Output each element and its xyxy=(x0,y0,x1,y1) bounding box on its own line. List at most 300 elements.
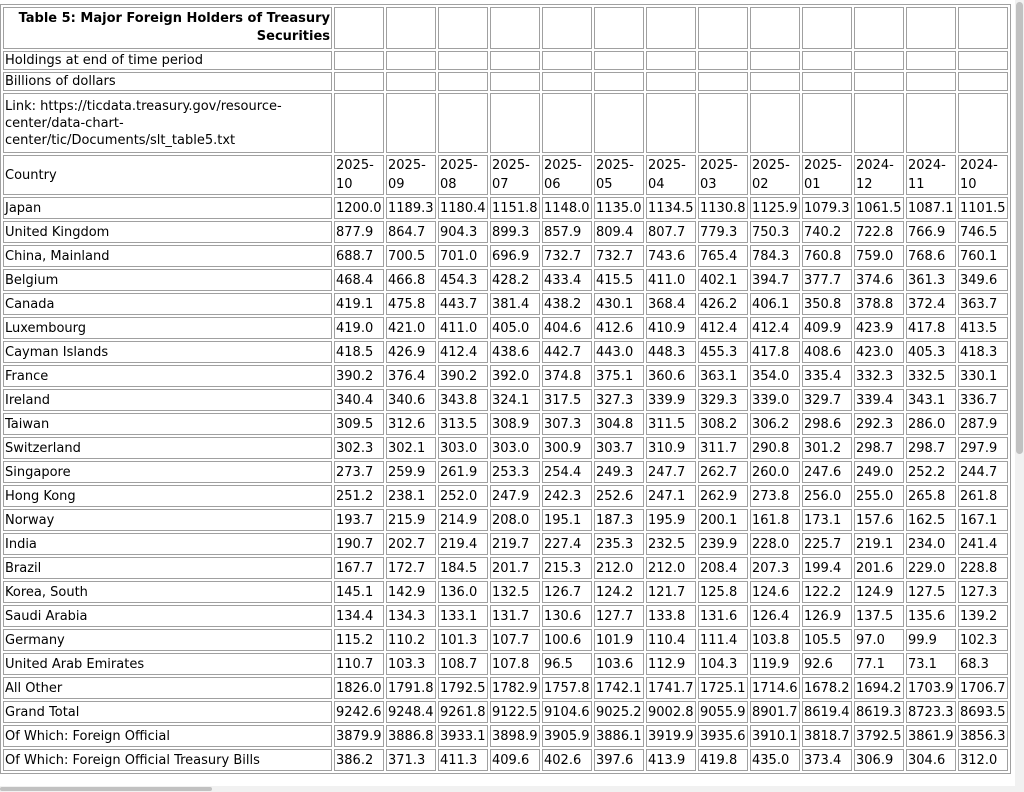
table-row xyxy=(3,317,1008,339)
value-cell: 124.2 xyxy=(594,581,644,603)
value-cell: 297.9 xyxy=(958,437,1008,459)
value-cell: 417.8 xyxy=(906,317,956,339)
value-cell: 428.2 xyxy=(490,269,540,291)
value-cell: 135.6 xyxy=(906,605,956,627)
country-cell: Norway xyxy=(3,509,332,531)
country-cell: France xyxy=(3,365,332,387)
horizontal-scrollbar[interactable] xyxy=(0,786,1015,792)
value-cell: 133.8 xyxy=(646,605,696,627)
country-cell: Saudi Arabia xyxy=(3,605,332,627)
country-cell: China, Mainland xyxy=(3,245,332,267)
empty-cell xyxy=(542,72,592,91)
value-cell: 232.5 xyxy=(646,533,696,555)
empty-cell xyxy=(594,7,644,49)
value-cell: 104.3 xyxy=(698,653,748,675)
table-row xyxy=(3,509,1008,531)
value-cell: 426.9 xyxy=(386,341,436,363)
value-cell: 142.9 xyxy=(386,581,436,603)
value-cell: 228.8 xyxy=(958,557,1008,579)
value-cell: 766.9 xyxy=(906,221,956,243)
table-container xyxy=(0,4,1011,774)
empty-cell xyxy=(386,72,436,91)
table-row xyxy=(3,413,1008,435)
value-cell: 249.3 xyxy=(594,461,644,483)
value-cell: 372.4 xyxy=(906,293,956,315)
value-cell: 134.4 xyxy=(334,605,384,627)
value-cell: 96.5 xyxy=(542,653,592,675)
value-cell: 419.0 xyxy=(334,317,384,339)
value-cell: 411.0 xyxy=(646,269,696,291)
value-cell: 750.3 xyxy=(750,221,800,243)
value-cell: 343.8 xyxy=(438,389,488,411)
value-cell: 244.7 xyxy=(958,461,1008,483)
value-cell: 121.7 xyxy=(646,581,696,603)
holders-table xyxy=(0,4,1011,774)
value-cell: 262.7 xyxy=(698,461,748,483)
value-cell: 409.9 xyxy=(802,317,852,339)
value-cell: 1706.7 xyxy=(958,677,1008,699)
value-cell: 9122.5 xyxy=(490,701,540,723)
country-cell: Taiwan xyxy=(3,413,332,435)
value-cell: 402.6 xyxy=(542,749,592,771)
value-cell: 195.9 xyxy=(646,509,696,531)
value-cell: 8901.7 xyxy=(750,701,800,723)
value-cell: 442.7 xyxy=(542,341,592,363)
table-row xyxy=(3,461,1008,483)
value-cell: 312.6 xyxy=(386,413,436,435)
period-header: 2025- 09 xyxy=(386,155,436,195)
value-cell: 3935.6 xyxy=(698,725,748,747)
empty-cell xyxy=(750,51,800,70)
empty-cell xyxy=(802,93,852,153)
empty-cell xyxy=(594,51,644,70)
value-cell: 131.7 xyxy=(490,605,540,627)
value-cell: 214.9 xyxy=(438,509,488,531)
country-cell: Switzerland xyxy=(3,437,332,459)
table-row xyxy=(3,365,1008,387)
empty-cell xyxy=(906,93,956,153)
meta-link[interactable]: Link: https://ticdata.treasury.gov/resource-center/data-chart-center/tic/Documents/slt_table5.txt xyxy=(3,93,332,153)
value-cell: 247.9 xyxy=(490,485,540,507)
empty-cell xyxy=(438,51,488,70)
empty-cell xyxy=(958,7,1008,49)
value-cell: 126.9 xyxy=(802,605,852,627)
value-cell: 404.6 xyxy=(542,317,592,339)
value-cell: 286.0 xyxy=(906,413,956,435)
value-cell: 1061.5 xyxy=(854,197,904,219)
meta-row xyxy=(3,51,1008,70)
empty-cell xyxy=(386,7,436,49)
value-cell: 208.0 xyxy=(490,509,540,531)
value-cell: 201.7 xyxy=(490,557,540,579)
value-cell: 864.7 xyxy=(386,221,436,243)
value-cell: 103.3 xyxy=(386,653,436,675)
value-cell: 435.0 xyxy=(750,749,800,771)
table-row xyxy=(3,557,1008,579)
table-row xyxy=(3,293,1008,315)
value-cell: 199.4 xyxy=(802,557,852,579)
table-row xyxy=(3,269,1008,291)
value-cell: 3879.9 xyxy=(334,725,384,747)
value-cell: 9261.8 xyxy=(438,701,488,723)
value-cell: 200.1 xyxy=(698,509,748,531)
value-cell: 162.5 xyxy=(906,509,956,531)
empty-cell xyxy=(438,7,488,49)
value-cell: 110.4 xyxy=(646,629,696,651)
value-cell: 3905.9 xyxy=(542,725,592,747)
value-cell: 732.7 xyxy=(542,245,592,267)
table-row xyxy=(3,221,1008,243)
value-cell: 411.0 xyxy=(438,317,488,339)
value-cell: 133.1 xyxy=(438,605,488,627)
empty-cell xyxy=(386,93,436,153)
value-cell: 265.8 xyxy=(906,485,956,507)
empty-cell xyxy=(854,51,904,70)
empty-cell xyxy=(802,51,852,70)
value-cell: 241.4 xyxy=(958,533,1008,555)
value-cell: 1125.9 xyxy=(750,197,800,219)
value-cell: 339.4 xyxy=(854,389,904,411)
table-row xyxy=(3,533,1008,555)
value-cell: 3856.3 xyxy=(958,725,1008,747)
value-cell: 360.6 xyxy=(646,365,696,387)
value-cell: 317.5 xyxy=(542,389,592,411)
value-cell: 8619.4 xyxy=(802,701,852,723)
empty-cell xyxy=(750,93,800,153)
value-cell: 743.6 xyxy=(646,245,696,267)
value-cell: 184.5 xyxy=(438,557,488,579)
table-row xyxy=(3,605,1008,627)
value-cell: 308.9 xyxy=(490,413,540,435)
value-cell: 127.5 xyxy=(906,581,956,603)
value-cell: 784.3 xyxy=(750,245,800,267)
value-cell: 107.8 xyxy=(490,653,540,675)
value-cell: 329.7 xyxy=(802,389,852,411)
empty-cell xyxy=(802,72,852,91)
value-cell: 201.6 xyxy=(854,557,904,579)
value-cell: 1792.5 xyxy=(438,677,488,699)
empty-cell xyxy=(438,93,488,153)
value-cell: 397.6 xyxy=(594,749,644,771)
value-cell: 373.4 xyxy=(802,749,852,771)
value-cell: 332.5 xyxy=(906,365,956,387)
value-cell: 136.0 xyxy=(438,581,488,603)
value-cell: 412.6 xyxy=(594,317,644,339)
value-cell: 408.6 xyxy=(802,341,852,363)
value-cell: 235.3 xyxy=(594,533,644,555)
value-cell: 249.0 xyxy=(854,461,904,483)
value-cell: 722.8 xyxy=(854,221,904,243)
table-row xyxy=(3,341,1008,363)
empty-cell xyxy=(750,7,800,49)
value-cell: 438.6 xyxy=(490,341,540,363)
value-cell: 412.4 xyxy=(438,341,488,363)
table-row xyxy=(3,485,1008,507)
value-cell: 3792.5 xyxy=(854,725,904,747)
value-cell: 92.6 xyxy=(802,653,852,675)
empty-cell xyxy=(698,7,748,49)
country-cell: Singapore xyxy=(3,461,332,483)
table-body xyxy=(3,7,1008,771)
empty-cell xyxy=(802,7,852,49)
value-cell: 9002.8 xyxy=(646,701,696,723)
value-cell: 746.5 xyxy=(958,221,1008,243)
value-cell: 302.1 xyxy=(386,437,436,459)
value-cell: 857.9 xyxy=(542,221,592,243)
value-cell: 9242.6 xyxy=(334,701,384,723)
value-cell: 423.9 xyxy=(854,317,904,339)
empty-cell xyxy=(438,72,488,91)
value-cell: 417.8 xyxy=(750,341,800,363)
value-cell: 99.9 xyxy=(906,629,956,651)
value-cell: 9025.2 xyxy=(594,701,644,723)
value-cell: 111.4 xyxy=(698,629,748,651)
value-cell: 234.0 xyxy=(906,533,956,555)
value-cell: 1130.8 xyxy=(698,197,748,219)
value-cell: 139.2 xyxy=(958,605,1008,627)
country-cell: Luxembourg xyxy=(3,317,332,339)
value-cell: 68.3 xyxy=(958,653,1008,675)
value-cell: 350.8 xyxy=(802,293,852,315)
value-cell: 3886.8 xyxy=(386,725,436,747)
period-header: 2025- 05 xyxy=(594,155,644,195)
empty-cell xyxy=(646,51,696,70)
value-cell: 247.7 xyxy=(646,461,696,483)
value-cell: 103.6 xyxy=(594,653,644,675)
country-cell: Hong Kong xyxy=(3,485,332,507)
value-cell: 336.7 xyxy=(958,389,1008,411)
value-cell: 208.4 xyxy=(698,557,748,579)
value-cell: 253.3 xyxy=(490,461,540,483)
value-cell: 413.5 xyxy=(958,317,1008,339)
value-cell: 419.1 xyxy=(334,293,384,315)
value-cell: 759.0 xyxy=(854,245,904,267)
value-cell: 110.2 xyxy=(386,629,436,651)
vertical-scrollbar[interactable] xyxy=(1015,0,1024,792)
value-cell: 256.0 xyxy=(802,485,852,507)
value-cell: 377.7 xyxy=(802,269,852,291)
value-cell: 3861.9 xyxy=(906,725,956,747)
value-cell: 212.0 xyxy=(646,557,696,579)
value-cell: 173.1 xyxy=(802,509,852,531)
value-cell: 126.4 xyxy=(750,605,800,627)
value-cell: 215.9 xyxy=(386,509,436,531)
value-cell: 413.9 xyxy=(646,749,696,771)
empty-cell xyxy=(698,72,748,91)
value-cell: 466.8 xyxy=(386,269,436,291)
empty-cell xyxy=(490,51,540,70)
value-cell: 332.3 xyxy=(854,365,904,387)
table-row xyxy=(3,653,1008,675)
value-cell: 386.2 xyxy=(334,749,384,771)
value-cell: 167.1 xyxy=(958,509,1008,531)
meta-units: Billions of dollars xyxy=(3,72,332,91)
value-cell: 3919.9 xyxy=(646,725,696,747)
value-cell: 101.3 xyxy=(438,629,488,651)
value-cell: 127.7 xyxy=(594,605,644,627)
value-cell: 1703.9 xyxy=(906,677,956,699)
value-cell: 412.4 xyxy=(698,317,748,339)
value-cell: 415.5 xyxy=(594,269,644,291)
country-cell: Cayman Islands xyxy=(3,341,332,363)
empty-cell xyxy=(906,51,956,70)
value-cell: 212.0 xyxy=(594,557,644,579)
value-cell: 219.1 xyxy=(854,533,904,555)
value-cell: 343.1 xyxy=(906,389,956,411)
value-cell: 1826.0 xyxy=(334,677,384,699)
value-cell: 406.1 xyxy=(750,293,800,315)
value-cell: 418.3 xyxy=(958,341,1008,363)
value-cell: 77.1 xyxy=(854,653,904,675)
value-cell: 779.3 xyxy=(698,221,748,243)
country-cell: United Kingdom xyxy=(3,221,332,243)
value-cell: 126.7 xyxy=(542,581,592,603)
value-cell: 292.3 xyxy=(854,413,904,435)
value-cell: 145.1 xyxy=(334,581,384,603)
value-cell: 215.3 xyxy=(542,557,592,579)
horizontal-scroll-thumb[interactable] xyxy=(0,787,212,791)
value-cell: 119.9 xyxy=(750,653,800,675)
empty-cell xyxy=(906,7,956,49)
country-cell: Germany xyxy=(3,629,332,651)
value-cell: 371.3 xyxy=(386,749,436,771)
value-cell: 363.7 xyxy=(958,293,1008,315)
period-header: 2025- 02 xyxy=(750,155,800,195)
value-cell: 339.0 xyxy=(750,389,800,411)
table-row xyxy=(3,725,1008,747)
vertical-scroll-thumb[interactable] xyxy=(1016,2,1023,454)
value-cell: 97.0 xyxy=(854,629,904,651)
empty-cell xyxy=(490,72,540,91)
table-row xyxy=(3,389,1008,411)
empty-cell xyxy=(646,7,696,49)
value-cell: 1782.9 xyxy=(490,677,540,699)
country-cell: Of Which: Foreign Official Treasury Bills xyxy=(3,749,332,771)
value-cell: 1694.2 xyxy=(854,677,904,699)
value-cell: 239.9 xyxy=(698,533,748,555)
table-row xyxy=(3,749,1008,771)
empty-cell xyxy=(334,7,384,49)
value-cell: 443.0 xyxy=(594,341,644,363)
value-cell: 252.2 xyxy=(906,461,956,483)
empty-cell xyxy=(958,72,1008,91)
value-cell: 219.7 xyxy=(490,533,540,555)
value-cell: 105.5 xyxy=(802,629,852,651)
value-cell: 394.7 xyxy=(750,269,800,291)
value-cell: 433.4 xyxy=(542,269,592,291)
value-cell: 390.2 xyxy=(334,365,384,387)
value-cell: 303.7 xyxy=(594,437,644,459)
value-cell: 3886.1 xyxy=(594,725,644,747)
value-cell: 390.2 xyxy=(438,365,488,387)
empty-cell xyxy=(542,51,592,70)
value-cell: 312.0 xyxy=(958,749,1008,771)
value-cell: 207.3 xyxy=(750,557,800,579)
value-cell: 374.8 xyxy=(542,365,592,387)
value-cell: 311.5 xyxy=(646,413,696,435)
country-cell: Brazil xyxy=(3,557,332,579)
value-cell: 361.3 xyxy=(906,269,956,291)
country-cell: All Other xyxy=(3,677,332,699)
value-cell: 1151.8 xyxy=(490,197,540,219)
value-cell: 3933.1 xyxy=(438,725,488,747)
value-cell: 1725.1 xyxy=(698,677,748,699)
value-cell: 1791.8 xyxy=(386,677,436,699)
table-row xyxy=(3,437,1008,459)
empty-cell xyxy=(646,72,696,91)
country-cell: Korea, South xyxy=(3,581,332,603)
value-cell: 375.1 xyxy=(594,365,644,387)
value-cell: 430.1 xyxy=(594,293,644,315)
value-cell: 1079.3 xyxy=(802,197,852,219)
meta-holdings: Holdings at end of time period xyxy=(3,51,332,70)
value-cell: 412.4 xyxy=(750,317,800,339)
value-cell: 102.3 xyxy=(958,629,1008,651)
value-cell: 130.6 xyxy=(542,605,592,627)
value-cell: 363.1 xyxy=(698,365,748,387)
period-header: 2024- 12 xyxy=(854,155,904,195)
empty-cell xyxy=(958,51,1008,70)
empty-cell xyxy=(750,72,800,91)
value-cell: 262.9 xyxy=(698,485,748,507)
value-cell: 1742.1 xyxy=(594,677,644,699)
value-cell: 405.3 xyxy=(906,341,956,363)
value-cell: 904.3 xyxy=(438,221,488,243)
value-cell: 349.6 xyxy=(958,269,1008,291)
value-cell: 3910.1 xyxy=(750,725,800,747)
value-cell: 306.2 xyxy=(750,413,800,435)
value-cell: 303.0 xyxy=(490,437,540,459)
value-cell: 187.3 xyxy=(594,509,644,531)
period-header: 2025- 04 xyxy=(646,155,696,195)
meta-row xyxy=(3,72,1008,91)
empty-cell xyxy=(646,93,696,153)
value-cell: 242.3 xyxy=(542,485,592,507)
value-cell: 238.1 xyxy=(386,485,436,507)
empty-cell xyxy=(334,72,384,91)
value-cell: 9104.6 xyxy=(542,701,592,723)
value-cell: 1200.0 xyxy=(334,197,384,219)
value-cell: 329.3 xyxy=(698,389,748,411)
value-cell: 137.5 xyxy=(854,605,904,627)
empty-cell xyxy=(854,72,904,91)
empty-cell xyxy=(958,93,1008,153)
value-cell: 426.2 xyxy=(698,293,748,315)
country-cell: Japan xyxy=(3,197,332,219)
empty-cell xyxy=(594,72,644,91)
value-cell: 418.5 xyxy=(334,341,384,363)
value-cell: 101.9 xyxy=(594,629,644,651)
value-cell: 1135.0 xyxy=(594,197,644,219)
value-cell: 225.7 xyxy=(802,533,852,555)
value-cell: 740.2 xyxy=(802,221,852,243)
value-cell: 368.4 xyxy=(646,293,696,315)
value-cell: 423.0 xyxy=(854,341,904,363)
value-cell: 1757.8 xyxy=(542,677,592,699)
period-header: 2025- 08 xyxy=(438,155,488,195)
table-row xyxy=(3,629,1008,651)
value-cell: 9248.4 xyxy=(386,701,436,723)
table-row xyxy=(3,677,1008,699)
value-cell: 701.0 xyxy=(438,245,488,267)
value-cell: 115.2 xyxy=(334,629,384,651)
value-cell: 103.8 xyxy=(750,629,800,651)
period-header: 2025- 07 xyxy=(490,155,540,195)
empty-cell xyxy=(542,93,592,153)
empty-cell xyxy=(334,93,384,153)
value-cell: 298.7 xyxy=(854,437,904,459)
value-cell: 252.0 xyxy=(438,485,488,507)
